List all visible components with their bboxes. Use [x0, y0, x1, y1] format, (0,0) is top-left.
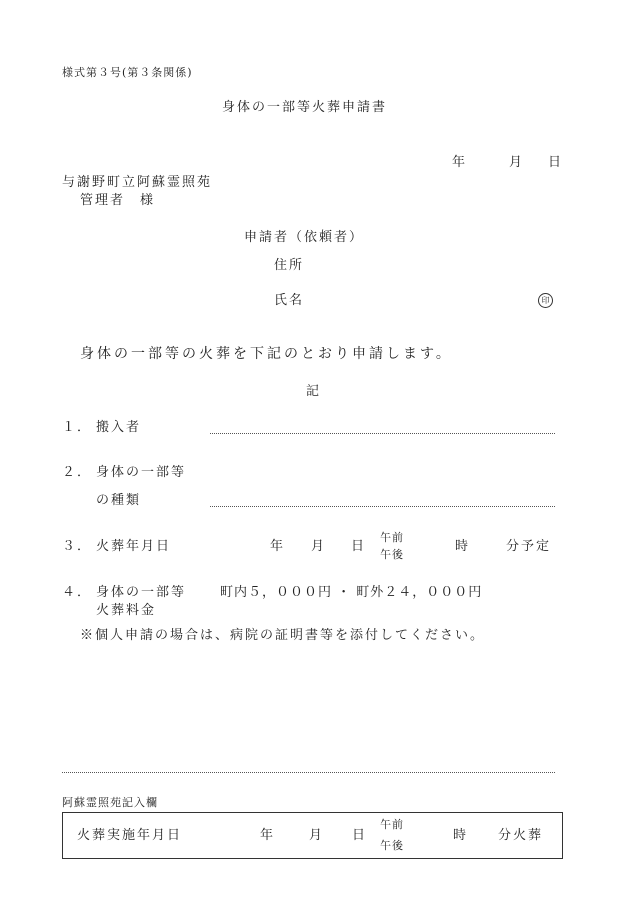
applicant-heading: 申請者（依頼者） — [244, 230, 365, 245]
item-2-number: ２． — [62, 465, 93, 480]
form-number: 様式第３号(第３条関係) — [62, 66, 193, 79]
date-day-label: 日 — [548, 155, 564, 170]
item-1-label: 搬入者 — [96, 420, 142, 435]
office-year-label: 年 — [260, 828, 276, 843]
body-part-type-field[interactable] — [210, 506, 555, 507]
addressee-recipient: 管理者 様 — [80, 193, 156, 208]
item-4-fee-text: 町内５，０００円 ・ 町外２４，０００円 — [220, 585, 483, 600]
office-row-label: 火葬実施年月日 — [77, 828, 183, 843]
addressee-facility: 与謝野町立阿蘇霊照苑 — [62, 175, 213, 190]
carrier-field[interactable] — [210, 433, 555, 434]
office-pm-option[interactable]: 午後 — [380, 839, 404, 852]
document-title: 身体の一部等火葬申請書 — [222, 100, 388, 115]
item-4-label-line2: 火葬料金 — [96, 603, 157, 618]
item-3-month-label: 月 — [311, 539, 327, 554]
item-3-year-label: 年 — [270, 539, 286, 554]
item-4-label-line1: 身体の一部等 — [96, 585, 187, 600]
item-2-label-line2: の種類 — [96, 493, 142, 508]
name-label: 氏名 — [274, 293, 305, 308]
item-3-minute-label: 分予定 — [506, 539, 552, 554]
ki-heading: 記 — [306, 384, 322, 399]
seal-mark: 印 — [538, 293, 553, 308]
date-year-label: 年 — [452, 155, 468, 170]
office-am-option[interactable]: 午前 — [380, 818, 404, 831]
item-3-label: 火葬年月日 — [96, 539, 172, 554]
item-3-am-option[interactable]: 午前 — [380, 531, 404, 544]
item-3-day-label: 日 — [351, 539, 367, 554]
application-statement: 身体の一部等の火葬を下記のとおり申請します。 — [80, 346, 453, 362]
address-label: 住所 — [274, 258, 305, 273]
item-3-number: ３． — [62, 539, 93, 554]
office-day-label: 日 — [352, 828, 368, 843]
attachment-note: ※個人申請の場合は、病院の証明書等を添付してください。 — [80, 628, 486, 643]
item-2-label-line1: 身体の一部等 — [96, 465, 187, 480]
item-3-pm-option[interactable]: 午後 — [380, 548, 404, 561]
office-divider — [62, 772, 555, 773]
date-month-label: 月 — [509, 155, 525, 170]
item-3-hour-label: 時 — [455, 539, 471, 554]
office-minute-label: 分火葬 — [498, 828, 544, 843]
office-section-label: 阿蘇霊照苑記入欄 — [62, 796, 158, 809]
item-1-number: １． — [62, 420, 93, 435]
item-4-number: ４． — [62, 585, 93, 600]
office-month-label: 月 — [309, 828, 325, 843]
office-hour-label: 時 — [453, 828, 469, 843]
office-record-box — [62, 812, 563, 859]
